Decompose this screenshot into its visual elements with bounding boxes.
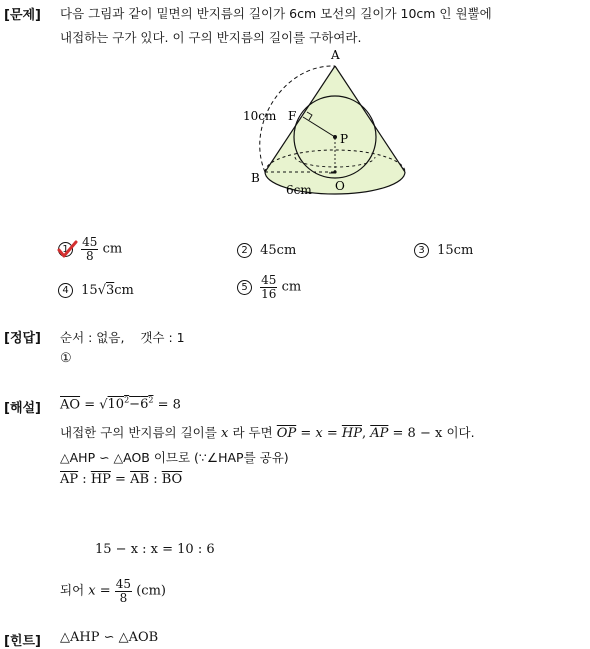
choice-4[interactable]: 4 15√3cm: [58, 283, 134, 298]
choice-1-number: 1: [58, 242, 73, 257]
cone-figure: [235, 44, 415, 204]
sqrt-symbol: √: [97, 283, 106, 298]
label-O: O: [335, 179, 345, 193]
solution-line-2: 내접한 구의 반지름의 길이를 x 라 두면 $\overline{OP} = x = \overline{HP}$, $\overline{AP} = 8 - x$ 이다.: [60, 425, 475, 441]
solution-line-3: △AHP ∽ △AOB 이므로 (∵∠HAP를 공유): [60, 450, 289, 465]
label-A: A: [331, 48, 340, 62]
choice-3[interactable]: 3 15cm: [414, 243, 473, 258]
checkmark-icon: [56, 240, 78, 258]
problem-line-1: 다음 그림과 같이 밑면의 반지름의 길이가 6cm 모선의 길이가 10cm 인 원뿔에: [60, 6, 492, 21]
choice-1[interactable]: 1 $\frac{45}{8}$ cm: [58, 236, 122, 262]
hint-text: △AHP ∽ △AOB: [60, 630, 159, 645]
choice-2[interactable]: 2 45cm: [237, 243, 296, 258]
solution-line-5: 15 − x : x = 10 : 6: [95, 542, 215, 557]
solution-label: [해설]: [4, 401, 41, 416]
answer-meta: 순서 : 없음, 갯수 : 1: [60, 330, 185, 345]
label-radius: 6cm: [286, 183, 312, 197]
choice-5[interactable]: 5 $\frac{45}{16}$ cm: [237, 274, 301, 300]
label-slant: 10cm: [243, 109, 277, 123]
problem-label: [문제]: [4, 8, 41, 23]
hint-label: [힌트]: [4, 634, 41, 649]
label-P: P: [340, 132, 349, 146]
solution-line-4: $\overline{AP}$ : $\overline{HP} = \overline{AB}$ : $\overline{BO}$: [60, 472, 183, 487]
label-F: F: [288, 109, 297, 123]
answer-label: [정답]: [4, 331, 41, 346]
solution-line-1: $\overline{AO} = √10^2-6^2 = 8$: [60, 396, 181, 413]
answer-value: ①: [60, 351, 72, 366]
label-B: B: [251, 171, 260, 185]
problem-line-2: 내접하는 구가 있다. 이 구의 반지름의 길이를 구하여라.: [60, 30, 362, 45]
solution-line-6: 되어 x = $\frac{45}{8}$ (cm): [60, 577, 166, 605]
